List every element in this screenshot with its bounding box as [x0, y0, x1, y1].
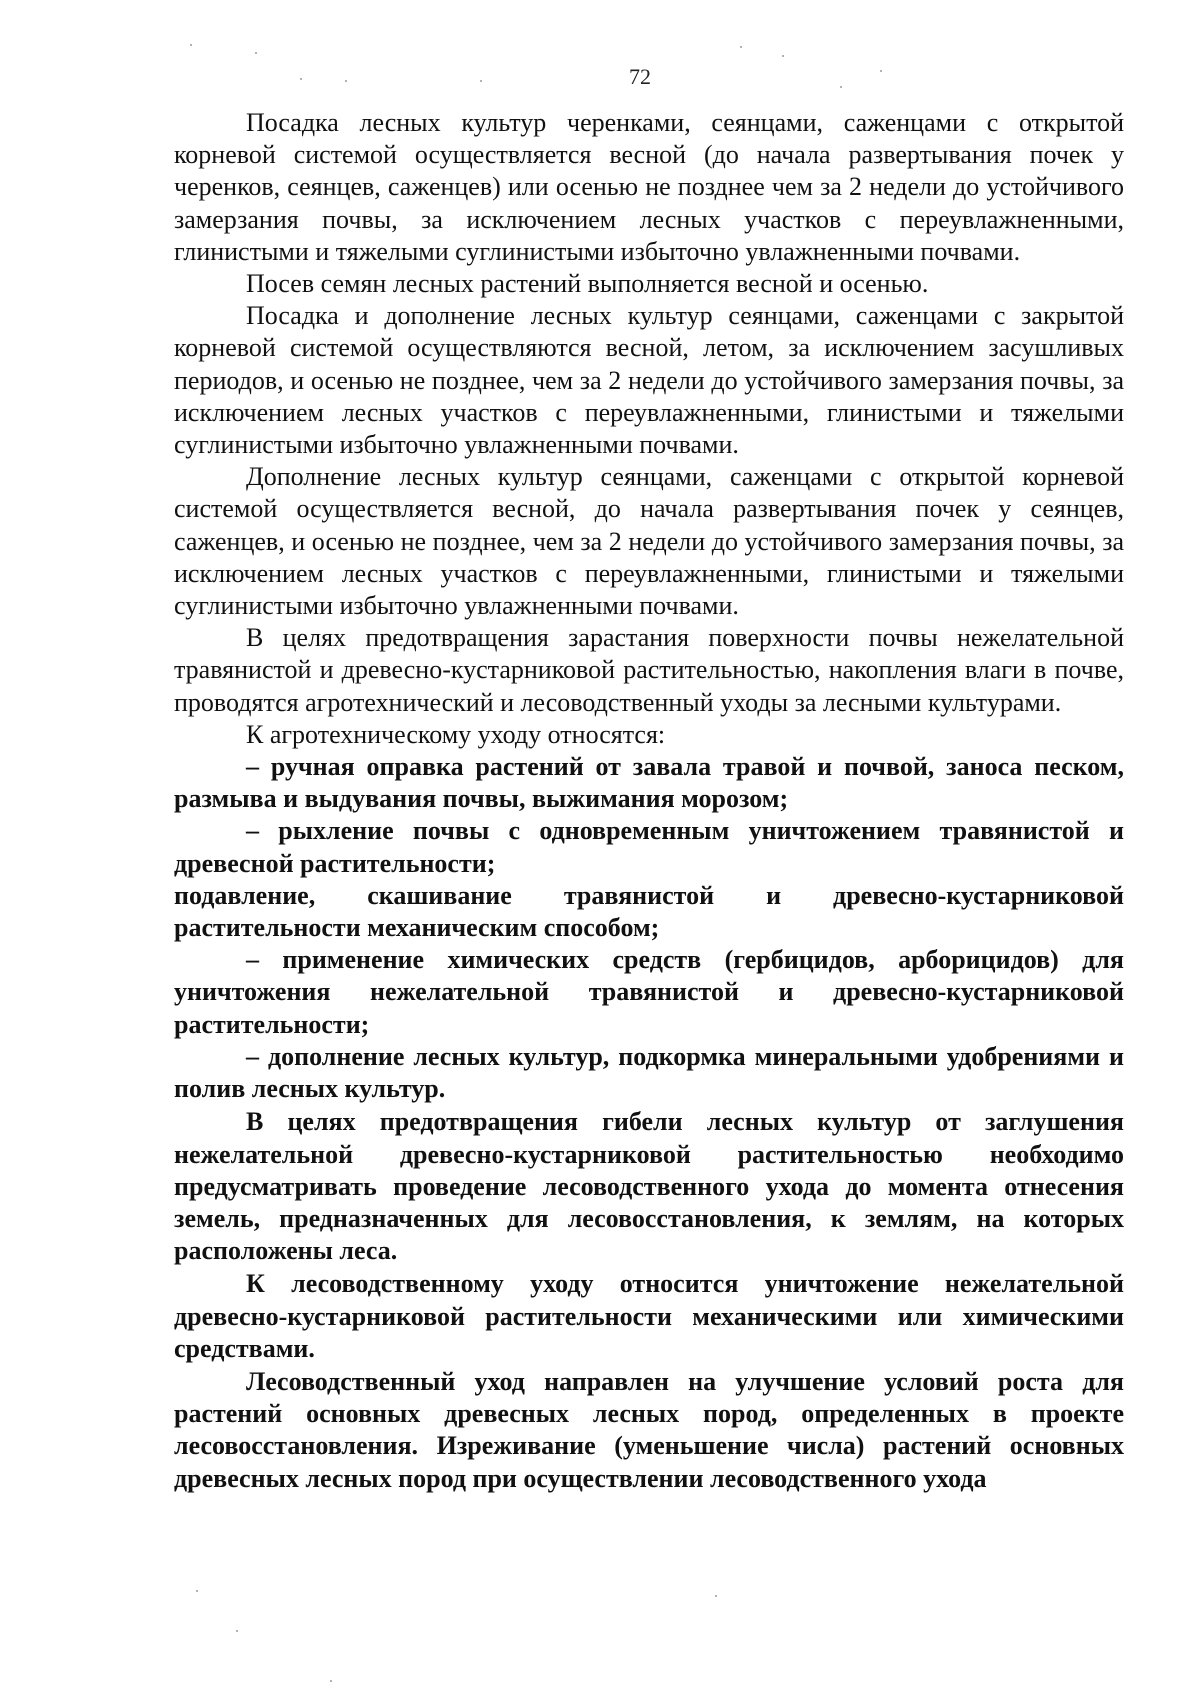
- scan-speck: [782, 55, 784, 57]
- list-item: подавление, скашивание травянистой и древесно-кустарниковой растительности механическим способом;: [174, 880, 1124, 943]
- paragraph: Посадка и дополнение лесных культур сеянцами, саженцами с закрытой корневой системой осуществляются весной, летом, за исключением засушливых периодов, и осенью не позднее, чем за 2 недели до устойчивого замерзания почвы, за исключением лесных участков с переувлажненными, глинистыми и тяжелыми суглинистыми избыточно увлажненными почвами.: [174, 301, 1124, 460]
- document-body: [174, 107, 1124, 1495]
- paragraph: Дополнение лесных культур сеянцами, саженцами с открытой корневой системой осуществляется весной, до начала развертывания почек у сеянцев, саженцев, и осенью не позднее, чем за 2 недели до устойчивого замерзания почвы, за исключением лесных участков с переувлажненными, глинистыми и тяжелыми суглинистыми избыточно увлажненными почвами.: [174, 462, 1124, 621]
- scan-speck: [715, 1595, 717, 1597]
- paragraph: В целях предотвращения гибели лесных культур от заглушения нежелательной древесно-кустарниковой растительностью необходимо предусматривать проведение лесоводственного ухода до момента отнесения земель, предназначенных для лесовосстановления, к землям, на которых расположены леса.: [174, 1107, 1124, 1266]
- list-item: – применение химических средств (гербицидов, арборицидов) для уничтожения нежелательной травянистой и древесно-кустарниковой растительности;: [174, 945, 1124, 1039]
- paragraph: Посев семян лесных растений выполняется весной и осенью.: [246, 269, 929, 299]
- scan-speck: [740, 46, 742, 48]
- paragraph: Лесоводственный уход направлен на улучшение условий роста для растений основных древесных лесных пород, определенных в проекте лесовосстановления. Изреживание (уменьшение числа) растений основных древесных лесных пород при осуществлении лесоводственного ухода: [174, 1366, 1124, 1493]
- scan-speck: [255, 52, 257, 54]
- list-item: – дополнение лесных культур, подкормка минеральными удобрениями и полив лесных культур.: [174, 1041, 1124, 1104]
- scan-speck: [236, 1630, 238, 1632]
- scan-speck: [196, 1590, 198, 1592]
- paragraph: Посадка лесных культур черенками, сеянцами, саженцами с открытой корневой системой осуществляется весной (до начала развертывания почек у черенков, сеянцев, саженцев) или осенью не позднее чем за 2 недели до устойчивого замерзания почвы, за исключением лесных участков с переувлажненными, глинистыми и тяжелыми суглинистыми избыточно увлажненными почвами.: [174, 108, 1124, 266]
- list-item: – рыхление почвы с одновременным уничтожением травянистой и древесной растительности;: [174, 816, 1124, 878]
- list-item: – ручная оправка растений от завала травой и почвой, заноса песком, размыва и выдувания почвы, выжимания морозом;: [174, 752, 1124, 814]
- paragraph: К лесоводственному уходу относится уничтожение нежелательной древесно-кустарниковой растительности механическими или химическими средствами.: [174, 1269, 1124, 1363]
- scan-speck: [330, 1680, 332, 1682]
- scan-speck: [190, 44, 192, 46]
- paragraph: В целях предотвращения зарастания поверхности почвы нежелательной травянистой и древесно-кустарниковой растительностью, накопления влаги в почве, проводятся агротехнический и лесоводственный уходы за лесными культурами.: [174, 623, 1124, 717]
- page-number: 72: [629, 64, 651, 89]
- paragraph: К агротехническому уходу относятся:: [246, 719, 666, 749]
